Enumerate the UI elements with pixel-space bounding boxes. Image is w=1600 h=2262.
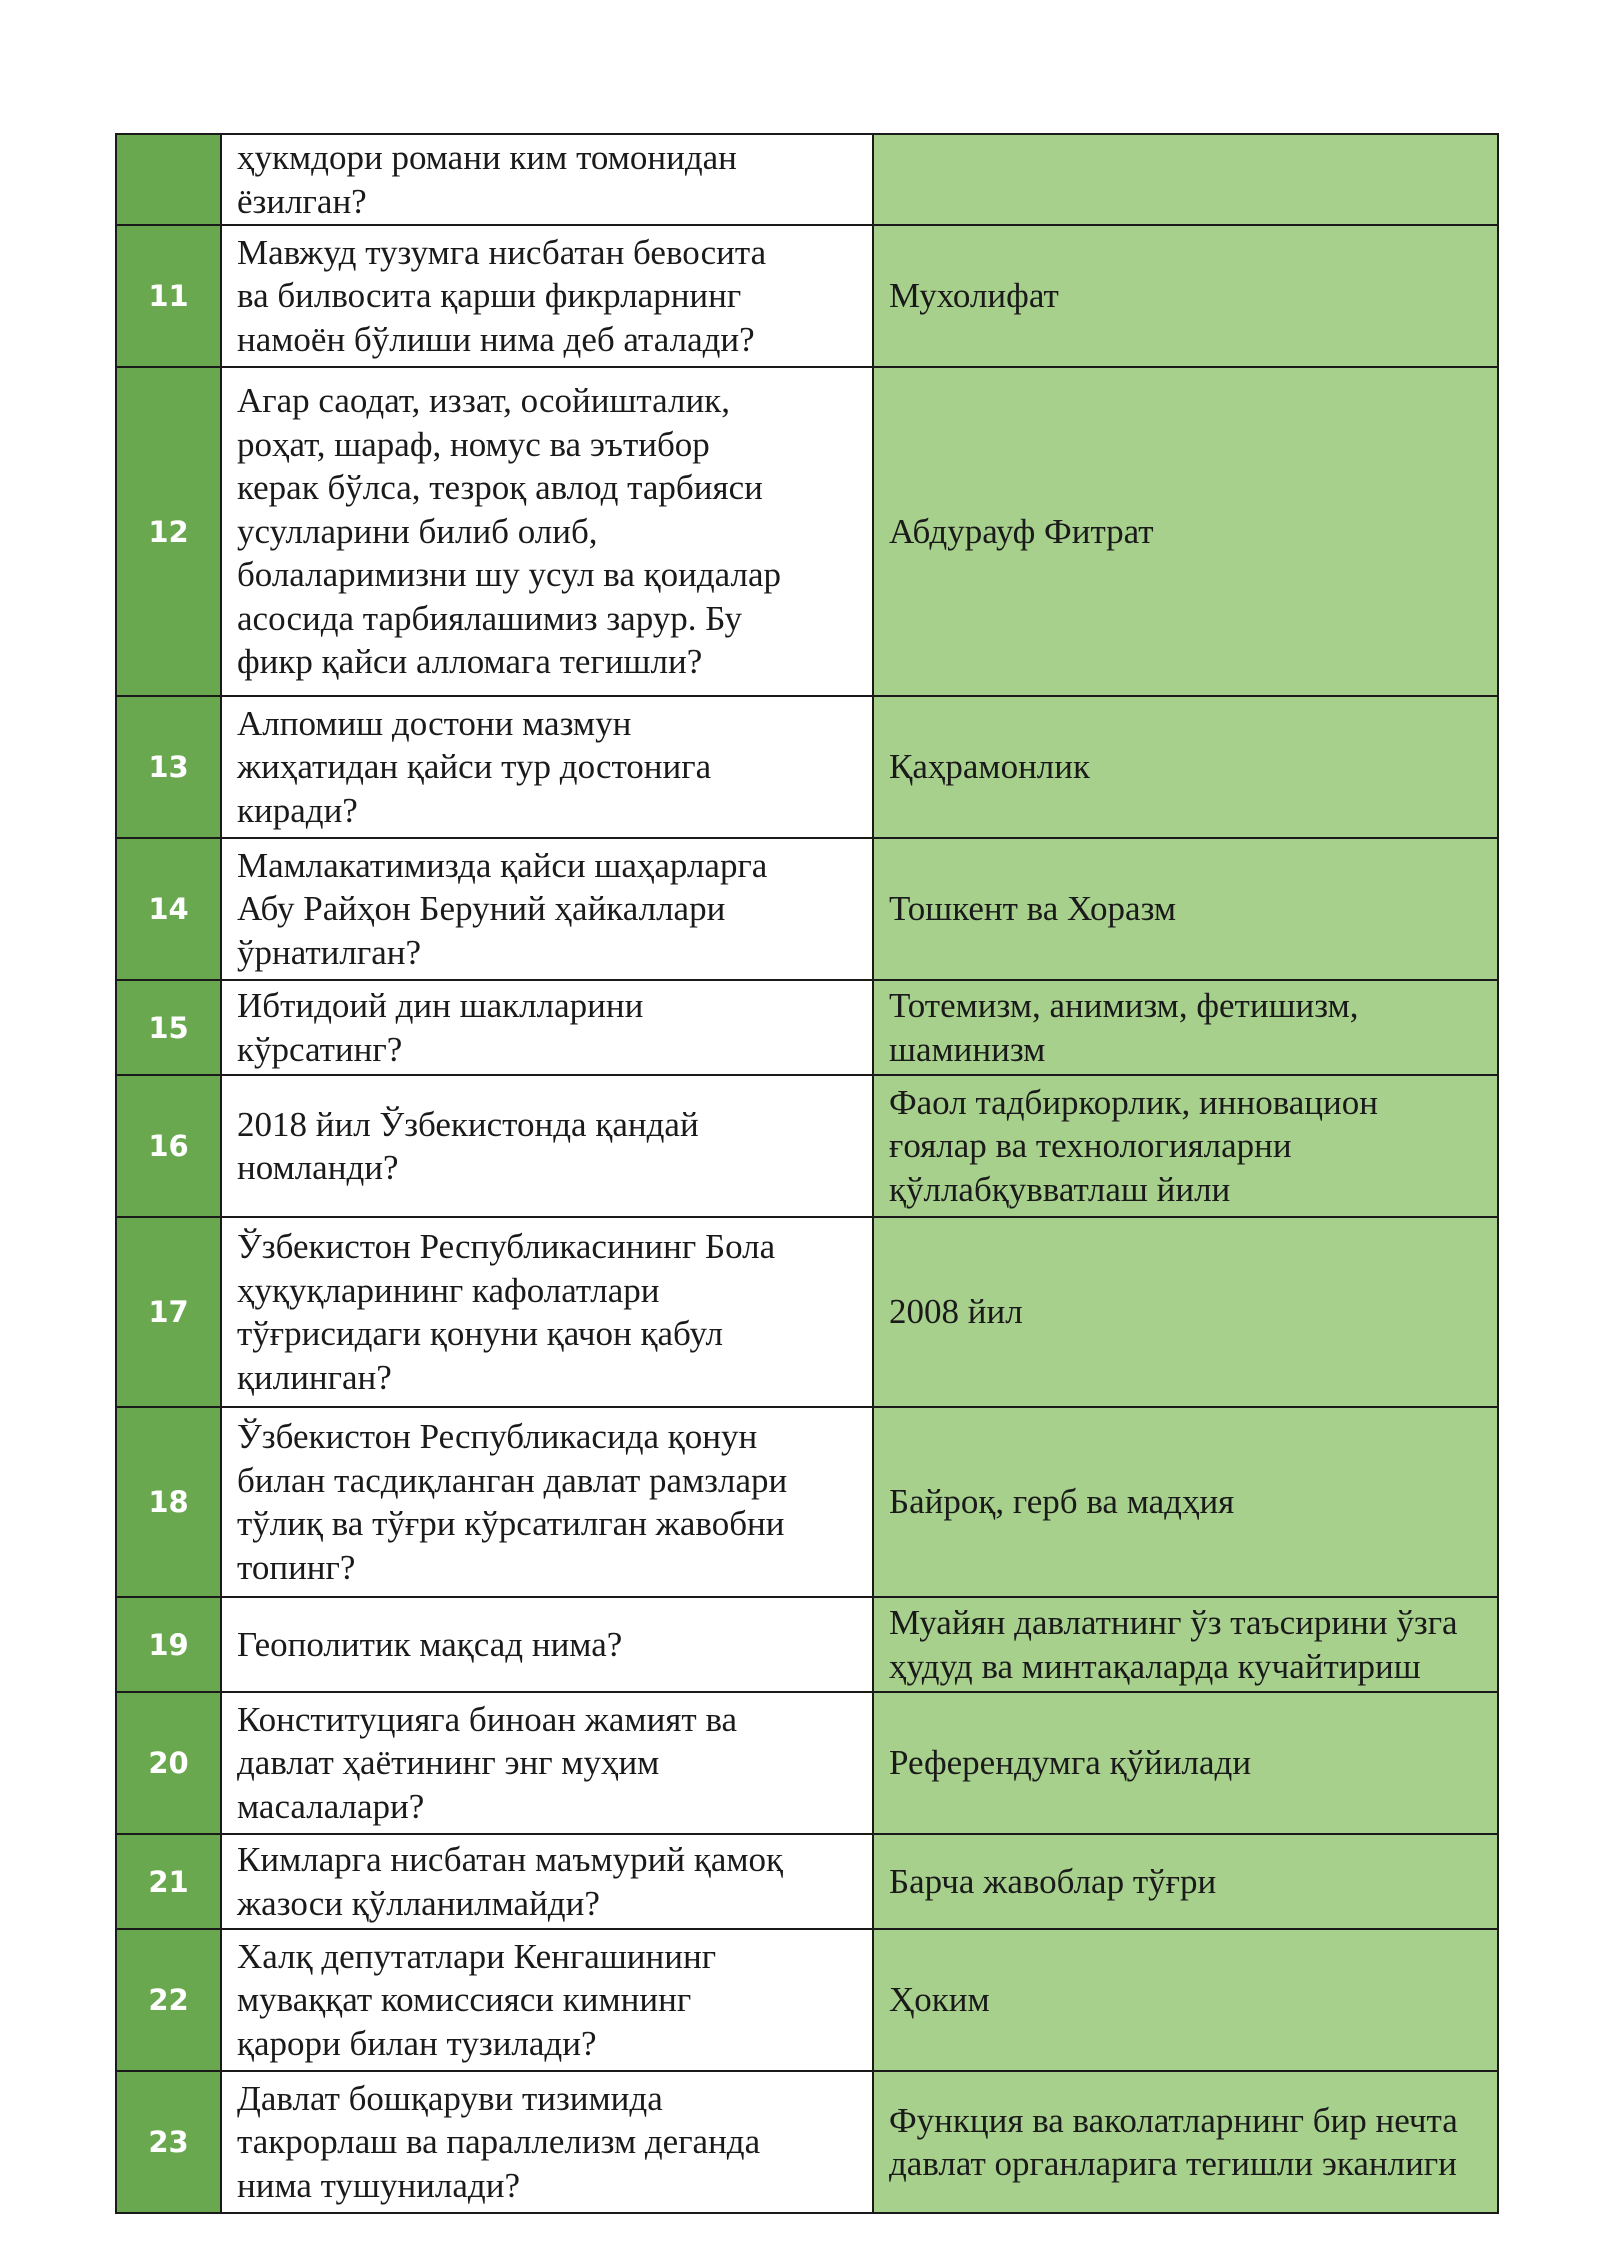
question-cell bbox=[221, 980, 873, 1075]
question-line: ўрнатилган? bbox=[237, 932, 422, 972]
question-line: номланди? bbox=[237, 1148, 399, 1187]
row-number bbox=[116, 134, 221, 225]
question-line: тўлиқ ва тўғри кўрсатилган жавобни bbox=[237, 1504, 785, 1543]
answer-line: Муайян давлатнинг ўз таъсирини ўзга bbox=[889, 1603, 1458, 1642]
table-row bbox=[116, 1597, 1498, 1692]
answer-cell bbox=[873, 225, 1498, 367]
question-line: тўғрисидаги қонуни қачон қабул bbox=[237, 1314, 723, 1353]
question-cell bbox=[221, 1597, 873, 1692]
question-line: асосида тарбиялашимиз зарур. Бу bbox=[237, 598, 742, 638]
question-cell bbox=[221, 1834, 873, 1929]
question-line: муваққат комиссияси кимнинг bbox=[237, 1980, 692, 2020]
question-line: Мавжуд тузумга нисбатан бевосита bbox=[237, 232, 767, 272]
row-number: 23 bbox=[116, 2071, 221, 2213]
question-line: киради? bbox=[237, 790, 358, 830]
table-row bbox=[116, 2071, 1498, 2213]
answer-cell bbox=[873, 1075, 1498, 1217]
answer-cell bbox=[873, 1929, 1498, 2071]
answer-cell bbox=[873, 1217, 1498, 1407]
qa-table bbox=[115, 133, 1499, 2214]
row-number: 17 bbox=[116, 1217, 221, 1407]
row-number: 11 bbox=[116, 225, 221, 367]
question-line: Давлат бошқаруви тизимида bbox=[237, 2078, 663, 2118]
question-line: қилинган? bbox=[237, 1357, 392, 1397]
table-row bbox=[116, 1217, 1498, 1407]
question-line: фикр қайси алломага тегишли? bbox=[237, 642, 703, 682]
question-line: Халқ депутатлари Кенгашининг bbox=[237, 1936, 717, 1976]
answer-line: Байроқ, герб ва мадҳия bbox=[889, 1482, 1235, 1522]
question-line: масалалари? bbox=[237, 1786, 425, 1826]
question-cell bbox=[221, 1407, 873, 1597]
answer-line: шаминизм bbox=[889, 1029, 1046, 1069]
answer-cell bbox=[873, 367, 1498, 696]
table-row bbox=[116, 838, 1498, 980]
question-cell bbox=[221, 2071, 873, 2213]
question-line: Алпомиш достони мазмун bbox=[237, 703, 632, 743]
question-line: ва билвосита қарши фикрларнинг bbox=[237, 276, 742, 316]
question-line: жазоси қўлланилмайди? bbox=[237, 1883, 600, 1923]
row-number: 13 bbox=[116, 696, 221, 838]
answer-line: Ҳоким bbox=[889, 1980, 990, 2020]
table-row bbox=[116, 980, 1498, 1075]
answer-cell bbox=[873, 980, 1498, 1075]
question-cell bbox=[221, 1075, 873, 1217]
row-number: 21 bbox=[116, 1834, 221, 1929]
question-cell bbox=[221, 1217, 873, 1407]
question-line: Кимларга нисбатан маъмурий қамоқ bbox=[237, 1840, 784, 1879]
answer-cell bbox=[873, 1692, 1498, 1834]
question-line: жиҳатидан қайси тур достонига bbox=[237, 747, 712, 787]
answer-line: Барча жавоблар тўғри bbox=[889, 1861, 1217, 1901]
question-line: топинг? bbox=[237, 1547, 356, 1587]
question-cell bbox=[221, 838, 873, 980]
table-row bbox=[116, 1075, 1498, 1217]
row-number: 18 bbox=[116, 1407, 221, 1597]
question-line: Ўзбекистон Республикасида қонун bbox=[237, 1417, 758, 1456]
question-line: болаларимизни шу усул ва қоидалар bbox=[237, 555, 781, 595]
answer-cell bbox=[873, 2071, 1498, 2213]
question-line: намоён бўлиши нима деб аталади? bbox=[237, 319, 755, 359]
table-row bbox=[116, 1834, 1498, 1929]
question-line: Агар саодат, иззат, осойишталик, bbox=[237, 381, 730, 421]
question-line: роҳат, шараф, номус ва эътибор bbox=[237, 424, 710, 464]
answer-cell bbox=[873, 696, 1498, 838]
question-line: кўрсатинг? bbox=[237, 1029, 403, 1069]
question-line: 2018 йил Ўзбекистонда қандай bbox=[237, 1104, 699, 1144]
row-number: 14 bbox=[116, 838, 221, 980]
question-line: Ибтидоий дин шаклларини bbox=[237, 986, 644, 1025]
table-row bbox=[116, 225, 1498, 367]
question-line: Конституцияга биноан жамият ва bbox=[237, 1699, 738, 1739]
answer-line: 2008 йил bbox=[889, 1292, 1023, 1332]
table-row bbox=[116, 1929, 1498, 2071]
answer-line: ғоялар ва технологияларни bbox=[889, 1126, 1292, 1166]
answer-line: Тотемизм, анимизм, фетишизм, bbox=[889, 986, 1359, 1025]
question-line: ҳуқуқларининг кафолатлари bbox=[237, 1270, 660, 1310]
answer-cell bbox=[873, 1597, 1498, 1692]
answer-line: давлат органларига тегишли эканлиги bbox=[889, 2144, 1457, 2183]
question-cell bbox=[221, 225, 873, 367]
table-row bbox=[116, 1692, 1498, 1834]
question-line: Мамлакатимизда қайси шаҳарларга bbox=[237, 845, 768, 885]
row-number: 15 bbox=[116, 980, 221, 1075]
answer-line: қўллабқувватлаш йили bbox=[889, 1169, 1231, 1209]
row-number: 22 bbox=[116, 1929, 221, 2071]
question-line: усулларини билиб олиб, bbox=[237, 511, 598, 551]
question-line: ёзилган? bbox=[237, 181, 367, 221]
question-line: Геополитик мақсад нима? bbox=[237, 1624, 623, 1664]
table-row bbox=[116, 1407, 1498, 1597]
qa-table-body bbox=[116, 134, 1498, 2213]
answer-cell bbox=[873, 838, 1498, 980]
answer-line: Референдумга қўйилади bbox=[889, 1743, 1252, 1783]
answer-line: Тошкент ва Хоразм bbox=[889, 889, 1177, 929]
answer-cell bbox=[873, 134, 1498, 225]
question-cell bbox=[221, 1929, 873, 2071]
answer-line: Фаол тадбиркорлик, инновацион bbox=[889, 1082, 1378, 1122]
table-row bbox=[116, 367, 1498, 696]
row-number: 12 bbox=[116, 367, 221, 696]
answer-line: Абдурауф Фитрат bbox=[889, 511, 1154, 551]
table-row bbox=[116, 696, 1498, 838]
table-row bbox=[116, 134, 1498, 225]
question-line: давлат ҳаётининг энг муҳим bbox=[237, 1743, 660, 1783]
answer-line: Функция ва ваколатларнинг бир нечта bbox=[889, 2100, 1458, 2140]
question-line: такрорлаш ва параллелизм деганда bbox=[237, 2122, 761, 2162]
question-cell bbox=[221, 696, 873, 838]
question-line: нима тушунилади? bbox=[237, 2165, 520, 2205]
row-number: 19 bbox=[116, 1597, 221, 1692]
question-cell bbox=[221, 134, 873, 225]
answer-cell bbox=[873, 1834, 1498, 1929]
row-number: 16 bbox=[116, 1075, 221, 1217]
question-line: қарори билан тузилади? bbox=[237, 2023, 597, 2063]
question-line: билан тасдиқланган давлат рамзлари bbox=[237, 1460, 788, 1500]
row-number: 20 bbox=[116, 1692, 221, 1834]
question-line: Ўзбекистон Республикасининг Бола bbox=[237, 1227, 776, 1266]
question-line: ҳукмдори романи ким томонидан bbox=[237, 138, 737, 177]
question-line: керак бўлса, тезроқ авлод тарбияси bbox=[237, 468, 763, 508]
answer-cell bbox=[873, 1407, 1498, 1597]
answer-line: ҳудуд ва минтақаларда кучайтириш bbox=[889, 1646, 1421, 1686]
question-cell bbox=[221, 367, 873, 696]
question-line: Абу Райҳон Беруний ҳайкаллари bbox=[237, 889, 726, 929]
answer-line: Мухолифат bbox=[889, 276, 1059, 316]
question-cell bbox=[221, 1692, 873, 1834]
answer-line: Қаҳрамонлик bbox=[889, 747, 1090, 787]
